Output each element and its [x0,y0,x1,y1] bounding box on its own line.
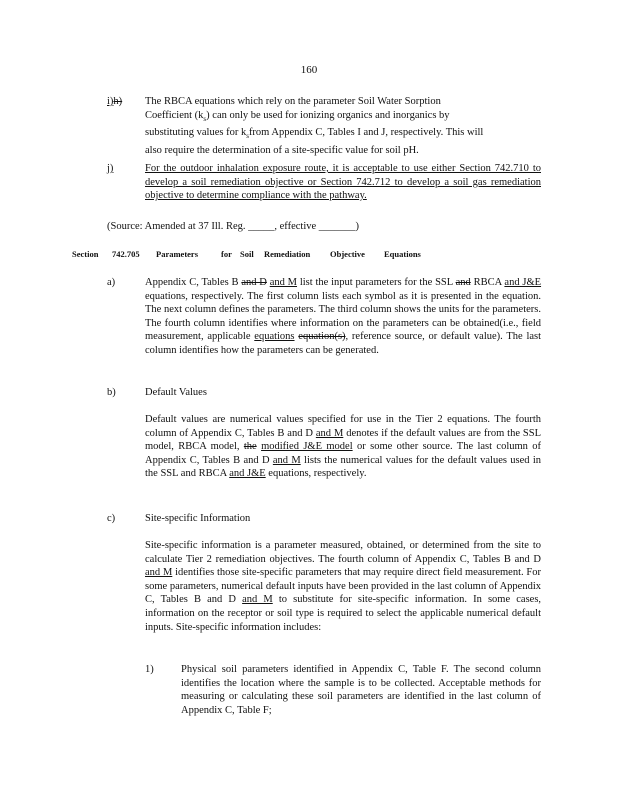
item-b-marker: b) [107,387,116,398]
heading-word-5: Objective [330,249,365,259]
item-b-t4: or some other source. The last column of Appendix C, Tables B [145,441,542,466]
item-ih-sub-2: s [246,132,249,141]
item-b-t3: denotes if the default values are from the SSL model, RBCA model, [145,427,541,453]
item-b-t2: and D [287,427,313,439]
item-a-deleted-2: and [455,277,471,288]
item-a-t1: Appendix C, Tables B [145,277,239,288]
item-ih-line-2 [145,109,541,127]
item-a-inserted-2: and J&E [504,277,542,288]
item-c-t1: Site-specific information is a parameter measured, obtained, or determined from the site to calculate Tier 2 remediation objectives. The fourth column of Appendix C, Tables B [145,540,541,565]
item-b-inserted-2: modified J&E model [261,441,353,453]
item-b-t6: lists the numerical values for the default values used in the SSL [145,454,542,480]
item-c-t2: and D [514,553,542,565]
item-b-t5: and D [243,454,270,466]
item-ih-line-2b: ) can only be used for ionizing organics and inorganics by [206,109,450,121]
item-a-inserted-1: and M [269,277,298,288]
item-c1-body: Physical soil parameters identified in Appendix C, Table F. The second column identifies the location where the sample is to be collected. Acceptable methods for measuring or calculating these soil parameters are identified in the last column of Appendix C, Table F; [181,664,541,716]
item-a-body [145,276,541,358]
page-number: 160 [300,64,318,76]
item-a-t4: equations, respectively. The first column lists each symbol as it is presented in the equation. The next column defines the parameters. The third column shows the units for the parameters. The fourth column identifies where information on the parameters can be obtained(i.e., field measurement, applicable [145,290,541,343]
item-ih-line-3b: from Appendix C, Tables I and J, respectively. This will [248,127,484,139]
item-a-deleted-3: equation(s) [298,331,346,343]
item-c-t4: and D [207,594,236,606]
item-a-t3: RBCA [473,277,502,288]
item-b-t1: Default values are numerical values specified for use in the Tier 2 equations. The fourth column of Appendix C, Tables B [145,414,541,439]
item-b-t7: and RBCA [180,468,227,480]
item-ih-line-1: The RBCA equations which rely on the parameter Soil Water Sorption [145,96,441,107]
item-b-inserted-4: and J&E [229,468,266,480]
section-number: 742.705 [112,249,140,259]
item-a-marker: a) [107,277,116,288]
item-c-title: Site-specific Information [145,513,251,524]
item-a-inserted-3: equations [254,331,295,343]
item-c-inserted-2: and M [242,594,273,606]
item-ih-line-3a: substituting values for k [145,127,247,139]
item-b-title: Default Values [145,387,207,398]
item-ih-sub-1: s [203,114,207,123]
heading-word-4: Remediation [264,249,311,259]
heading-word-3: Soil [240,249,254,259]
heading-word-1: Parameters [156,249,199,259]
section-label: Section [72,249,99,259]
heading-word-2: for [221,249,232,259]
item-ih-body [145,95,541,158]
item-j-body: For the outdoor inhalation exposure route, it is acceptable to use either Section 742.710 to develop a soil remediation objective or Section 742.712 to develop a soil gas remediation objective to determine compliance with the pathway. [145,163,541,202]
item-c-inserted-1: and M [145,567,173,579]
item-b-deleted-1: the [243,441,257,453]
item-c-marker: c) [107,513,116,524]
item-a-deleted-1: and D [241,277,267,288]
item-ih-line-2a: Coefficient (k [145,109,204,121]
source-note: (Source: Amended at 37 Ill. Reg. _____, effective _______) [107,221,360,232]
item-c1-marker: 1) [145,664,154,675]
heading-word-6: Equations [384,249,421,259]
item-ih-line-4: also require the determination of a site-specific value for soil pH. [145,144,419,156]
item-b-body [145,413,541,481]
item-c-t3: identifies those site-specific parameters that may require direct field measurement. For some parameters, numerical default inputs have been provided in the last column of Appendix C, Tables B [145,567,542,606]
item-ih-line-3 [145,126,541,144]
item-b-inserted-1: and M [315,427,344,439]
item-h-marker-deleted: h) [113,96,123,107]
item-ih-marker [107,95,122,109]
item-j-marker: j) [107,163,114,174]
item-c-t5: to substitute for site-specific information. In some cases, information on the receptor or soil type is required to select the applicable numerical default inputs. Site-specific information includes: [145,594,542,633]
item-a-t2: list the input parameters for the SSL [299,277,453,288]
item-i-marker: i) [107,96,114,107]
item-b-inserted-3: and M [272,454,301,466]
item-b-t8: equations, respectively. [268,468,367,480]
item-a-t5: , reference source, or default value). The last column identifies how the parameters can be generated. [145,331,542,356]
item-c-body [145,539,541,634]
